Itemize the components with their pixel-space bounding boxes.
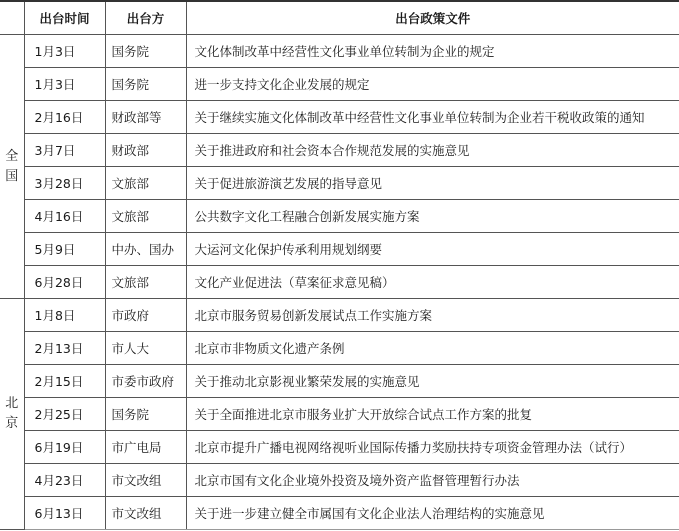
table-row <box>0 365 679 398</box>
region-label: 北京 <box>5 396 19 431</box>
issuer-cell: 国务院 <box>105 68 186 101</box>
table-row <box>0 431 679 464</box>
document-cell: 文化产业促进法（草案征求意见稿） <box>186 266 679 299</box>
table-row <box>0 266 679 299</box>
document-cell: 关于进一步建立健全市属国有文化企业法人治理结构的实施意见 <box>186 497 679 530</box>
header-issuer: 出台方 <box>105 1 186 35</box>
date-cell: 2月16日 <box>24 101 105 134</box>
region-label: 全国 <box>5 148 19 184</box>
document-cell: 北京市提升广播电视网络视听业国际传播力奖励扶持专项资金管理办法（试行） <box>186 431 679 464</box>
issuer-cell: 文旅部 <box>105 167 186 200</box>
header-region <box>0 1 24 35</box>
issuer-cell: 国务院 <box>105 35 186 68</box>
document-cell: 关于全面推进北京市服务业扩大开放综合试点工作方案的批复 <box>186 398 679 431</box>
date-cell: 4月16日 <box>24 200 105 233</box>
table-header <box>0 1 679 35</box>
issuer-cell: 文旅部 <box>105 266 186 299</box>
document-cell: 关于推动北京影视业繁荣发展的实施意见 <box>186 365 679 398</box>
table-row <box>0 332 679 365</box>
document-cell: 大运河文化保护传承利用规划纲要 <box>186 233 679 266</box>
date-cell: 6月13日 <box>24 497 105 530</box>
table-row <box>0 134 679 167</box>
header-row <box>0 1 679 35</box>
document-cell: 北京市非物质文化遗产条例 <box>186 332 679 365</box>
table-row <box>0 35 679 68</box>
date-cell: 1月3日 <box>24 68 105 101</box>
table-row <box>0 68 679 101</box>
header-document: 出台政策文件 <box>186 1 679 35</box>
document-cell: 文化体制改革中经营性文化事业单位转制为企业的规定 <box>186 35 679 68</box>
table-body <box>0 35 679 530</box>
table-row <box>0 101 679 134</box>
issuer-cell: 市政府 <box>105 299 186 332</box>
issuer-cell: 财政部等 <box>105 101 186 134</box>
document-cell: 公共数字文化工程融合创新发展实施方案 <box>186 200 679 233</box>
document-cell: 北京市服务贸易创新发展试点工作实施方案 <box>186 299 679 332</box>
region-cell <box>0 299 24 530</box>
issuer-cell: 市文改组 <box>105 497 186 530</box>
issuer-cell: 市广电局 <box>105 431 186 464</box>
table-row <box>0 398 679 431</box>
issuer-cell: 市文改组 <box>105 464 186 497</box>
date-cell: 4月23日 <box>24 464 105 497</box>
issuer-cell: 市人大 <box>105 332 186 365</box>
table-row <box>0 167 679 200</box>
date-cell: 5月9日 <box>24 233 105 266</box>
document-cell: 北京市国有文化企业境外投资及境外资产监督管理暂行办法 <box>186 464 679 497</box>
issuer-cell: 市委市政府 <box>105 365 186 398</box>
document-cell: 关于继续实施文化体制改革中经营性文化事业单位转制为企业若干税收政策的通知 <box>186 101 679 134</box>
date-cell: 6月19日 <box>24 431 105 464</box>
date-cell: 6月28日 <box>24 266 105 299</box>
table-row <box>0 200 679 233</box>
table-row <box>0 497 679 530</box>
table-row <box>0 233 679 266</box>
date-cell: 1月8日 <box>24 299 105 332</box>
document-cell: 关于推进政府和社会资本合作规范发展的实施意见 <box>186 134 679 167</box>
header-date: 出台时间 <box>24 1 105 35</box>
document-cell: 关于促进旅游演艺发展的指导意见 <box>186 167 679 200</box>
date-cell: 2月25日 <box>24 398 105 431</box>
date-cell: 3月7日 <box>24 134 105 167</box>
document-cell: 进一步支持文化企业发展的规定 <box>186 68 679 101</box>
table-row <box>0 299 679 332</box>
date-cell: 2月15日 <box>24 365 105 398</box>
region-cell <box>0 35 24 299</box>
issuer-cell: 财政部 <box>105 134 186 167</box>
issuer-cell: 国务院 <box>105 398 186 431</box>
table-row <box>0 464 679 497</box>
issuer-cell: 中办、国办 <box>105 233 186 266</box>
issuer-cell: 文旅部 <box>105 200 186 233</box>
date-cell: 3月28日 <box>24 167 105 200</box>
date-cell: 1月3日 <box>24 35 105 68</box>
date-cell: 2月13日 <box>24 332 105 365</box>
